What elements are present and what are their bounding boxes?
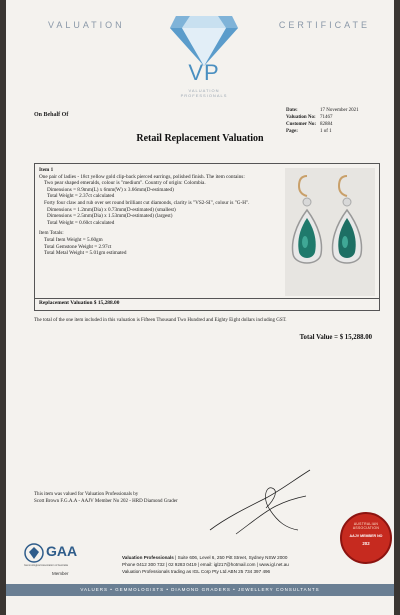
meta-row: Customer No: 82884 <box>286 122 333 127</box>
logo-subtitle: VALUATION PROFESSIONALS <box>180 88 228 98</box>
emerald-line: Two pear shaped emeralds, colour is "medium". Country of origin: Colombia. <box>44 180 206 187</box>
meta-row: Page: 1 of 1 <box>286 129 332 134</box>
gaa-logo: GAA Gemmological Association of Australia Member <box>24 543 78 576</box>
page-bottom <box>6 596 394 615</box>
meta-table <box>286 107 359 135</box>
footer-contact: Valuation Professionals | Suite 606, Level 6, 250 Pitt Street, Sydney NSW 2000 Phone 0412 300 732 | 02 9283 0419 | email: igl217@hotmail.com | www.igl.net.au Valuation Professionals trading as IGL Corp Pty Ltd ABN 25 734 397 496 <box>122 555 289 574</box>
header-left: VALUATION <box>48 20 125 30</box>
diamond-weight: Total Weight = 0.60ct calculated <box>47 219 115 226</box>
valued-by-line2: Scott Brown F.G.A.A - AAJV Member No 202 - HRD Diamond Grader <box>34 499 178 504</box>
total-paragraph: The total of the one item included in this valuation is Fifteen Thousand Two Hundred and Eighty Eight dollars including GST. <box>34 318 287 323</box>
replacement-value: Replacement Valuation $ 15,288.00 <box>39 300 120 306</box>
total-item-weight: Total Item Weight = 5.60gm <box>44 236 103 243</box>
vp-logo <box>168 12 240 98</box>
meta-row: Date: 17 November 2021 <box>286 108 359 113</box>
footer-bar: VALUERS • GEMMOLOGISTS • DIAMOND GRADERS • JEWELLERY CONSULTANTS <box>6 584 394 596</box>
item-desc: One pair of ladies - 18ct yellow gold clip-back pierced earrings, polished finish. The item contains: <box>39 173 245 180</box>
document-title: Retail Replacement Valuation <box>136 133 264 144</box>
certificate-page <box>6 0 394 615</box>
diamond-line: Forty four claw and rub over set round brilliant cut diamonds, clarity is "VS2-SI", colour is "G-H". <box>44 199 250 206</box>
valued-by <box>34 491 178 505</box>
total-metal-weight: Total Metal Weight = 5.01gm estimated <box>44 250 127 257</box>
totals-heading: Item Totals: <box>39 230 64 237</box>
earrings-photo <box>285 168 375 296</box>
header-right: CERTIFICATE <box>278 20 370 30</box>
logo-initials: VP <box>188 60 220 85</box>
valued-by-line1: This item was valued for Valuation Professionals by <box>34 492 139 497</box>
item-description <box>39 167 279 257</box>
signature <box>206 468 326 538</box>
item-box <box>34 163 380 311</box>
footer-phone-line: Phone 0412 300 732 | 02 9283 0419 | email: igl217@hotmail.com | www.igl.net.au <box>122 562 289 567</box>
on-behalf-label: On Behalf Of <box>34 112 69 118</box>
diamond-dims-small: Dimensions = 1.2mm(Dia) x 0.73mm(D-estimated) (smallest) <box>47 206 176 213</box>
gaa-emblem-icon <box>24 543 44 563</box>
box-divider <box>35 298 379 299</box>
diamond-dims-large: Dimensions = 2.5mm(Dia) x 1.53mm(D-estimated) (largest) <box>47 213 173 220</box>
total-gem-weight: Total Gemstone Weight = 2.97ct <box>44 243 112 250</box>
emerald-weight: Total Weight = 2.37ct calculated <box>47 193 115 200</box>
aajv-seal: AUSTRALIAN ASSOCIATION AAJV MEMBER NO 202 <box>340 512 392 564</box>
meta-row: Valuation No: 71467 <box>286 115 333 120</box>
total-value: Total Value = $ 15,288.00 <box>299 334 372 341</box>
emerald-dims: Dimensions = 8.9mm(L) x 6mm(W) x 3.66mm(D-estimated) <box>47 186 174 193</box>
footer-abn-line: Valuation Professionals trading as IGL Corp Pty Ltd ABN 25 734 397 496 <box>122 569 271 574</box>
item-heading: Item 1 <box>39 167 54 173</box>
